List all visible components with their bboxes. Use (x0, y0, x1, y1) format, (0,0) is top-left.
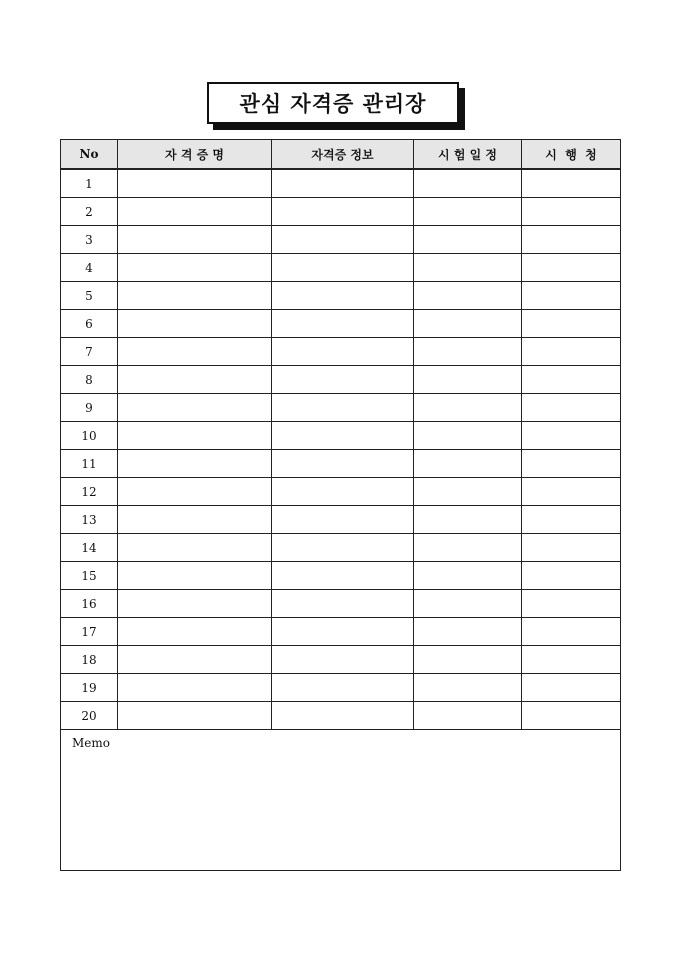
certificate-name-cell[interactable] (118, 169, 272, 198)
certificate-info-cell[interactable] (272, 506, 414, 534)
memo-label: Memo (72, 736, 110, 750)
agency-cell[interactable] (522, 674, 621, 702)
certificate-info-cell[interactable] (272, 394, 414, 422)
agency-cell[interactable] (522, 338, 621, 366)
header-agency: 시 행 청 (522, 140, 621, 170)
table-row (61, 674, 621, 702)
exam-schedule-cell[interactable] (414, 254, 522, 282)
table-row (61, 394, 621, 422)
agency-cell[interactable] (522, 590, 621, 618)
certificate-info-cell[interactable] (272, 226, 414, 254)
row-number: 5 (61, 282, 118, 310)
agency-cell[interactable] (522, 702, 621, 730)
exam-schedule-cell[interactable] (414, 702, 522, 730)
row-number: 17 (61, 618, 118, 646)
exam-schedule-cell[interactable] (414, 338, 522, 366)
certificate-name-cell[interactable] (118, 674, 272, 702)
table-row (61, 254, 621, 282)
certificate-name-cell[interactable] (118, 618, 272, 646)
certificate-name-cell[interactable] (118, 254, 272, 282)
certificate-info-cell[interactable] (272, 674, 414, 702)
row-number: 8 (61, 366, 118, 394)
certificate-name-cell[interactable] (118, 478, 272, 506)
agency-cell[interactable] (522, 506, 621, 534)
certificate-name-cell[interactable] (118, 310, 272, 338)
table-row (61, 590, 621, 618)
certificate-table (60, 139, 621, 871)
table-row (61, 226, 621, 254)
table-row (61, 618, 621, 646)
agency-cell[interactable] (522, 534, 621, 562)
certificate-info-cell[interactable] (272, 198, 414, 226)
title-banner (207, 82, 459, 124)
row-number: 16 (61, 590, 118, 618)
certificate-name-cell[interactable] (118, 338, 272, 366)
certificate-name-cell[interactable] (118, 226, 272, 254)
table-row (61, 169, 621, 198)
row-number: 7 (61, 338, 118, 366)
header-row (61, 140, 621, 170)
exam-schedule-cell[interactable] (414, 394, 522, 422)
table-row (61, 338, 621, 366)
certificate-info-cell[interactable] (272, 254, 414, 282)
certificate-name-cell[interactable] (118, 394, 272, 422)
exam-schedule-cell[interactable] (414, 590, 522, 618)
exam-schedule-cell[interactable] (414, 674, 522, 702)
certificate-info-cell[interactable] (272, 702, 414, 730)
row-number: 4 (61, 254, 118, 282)
certificate-info-cell[interactable] (272, 562, 414, 590)
certificate-name-cell[interactable] (118, 198, 272, 226)
exam-schedule-cell[interactable] (414, 562, 522, 590)
table-row (61, 534, 621, 562)
page-title: 관심 자격증 관리장 (207, 82, 459, 124)
table-row (61, 422, 621, 450)
certificate-name-cell[interactable] (118, 646, 272, 674)
table-row (61, 646, 621, 674)
agency-cell[interactable] (522, 562, 621, 590)
row-number: 18 (61, 646, 118, 674)
row-number: 9 (61, 394, 118, 422)
certificate-name-cell[interactable] (118, 366, 272, 394)
certificate-name-cell[interactable] (118, 506, 272, 534)
certificate-name-cell[interactable] (118, 282, 272, 310)
certificate-info-cell[interactable] (272, 646, 414, 674)
memo-area[interactable] (61, 730, 621, 871)
table-row (61, 506, 621, 534)
certificate-name-cell[interactable] (118, 450, 272, 478)
exam-schedule-cell[interactable] (414, 226, 522, 254)
table-row (61, 282, 621, 310)
exam-schedule-cell[interactable] (414, 169, 522, 198)
row-number: 2 (61, 198, 118, 226)
agency-cell[interactable] (522, 394, 621, 422)
agency-cell[interactable] (522, 422, 621, 450)
row-number: 15 (61, 562, 118, 590)
row-number: 3 (61, 226, 118, 254)
row-number: 20 (61, 702, 118, 730)
certificate-name-cell[interactable] (118, 422, 272, 450)
agency-cell[interactable] (522, 450, 621, 478)
certificate-info-cell[interactable] (272, 618, 414, 646)
exam-schedule-cell[interactable] (414, 506, 522, 534)
table-row (61, 366, 621, 394)
exam-schedule-cell[interactable] (414, 618, 522, 646)
exam-schedule-cell[interactable] (414, 646, 522, 674)
certificate-info-cell[interactable] (272, 450, 414, 478)
exam-schedule-cell[interactable] (414, 310, 522, 338)
certificate-info-cell[interactable] (272, 478, 414, 506)
agency-cell[interactable] (522, 169, 621, 198)
exam-schedule-cell[interactable] (414, 534, 522, 562)
certificate-info-cell[interactable] (272, 534, 414, 562)
certificate-info-cell[interactable] (272, 422, 414, 450)
certificate-info-cell[interactable] (272, 590, 414, 618)
table-row (61, 310, 621, 338)
exam-schedule-cell[interactable] (414, 450, 522, 478)
agency-cell[interactable] (522, 310, 621, 338)
certificate-info-cell[interactable] (272, 169, 414, 198)
row-number: 10 (61, 422, 118, 450)
exam-schedule-cell[interactable] (414, 198, 522, 226)
certificate-info-cell[interactable] (272, 282, 414, 310)
certificate-info-cell[interactable] (272, 310, 414, 338)
table-row (61, 450, 621, 478)
certificate-info-cell[interactable] (272, 338, 414, 366)
row-number: 13 (61, 506, 118, 534)
agency-cell[interactable] (522, 254, 621, 282)
table-body (61, 169, 621, 730)
row-number: 11 (61, 450, 118, 478)
certificate-name-cell[interactable] (118, 702, 272, 730)
table-row (61, 478, 621, 506)
row-number: 1 (61, 169, 118, 198)
agency-cell[interactable] (522, 366, 621, 394)
agency-cell[interactable] (522, 282, 621, 310)
certificate-info-cell[interactable] (272, 366, 414, 394)
row-number: 6 (61, 310, 118, 338)
row-number: 19 (61, 674, 118, 702)
table-row (61, 562, 621, 590)
header-exam-schedule: 시 험 일 정 (414, 140, 522, 170)
agency-cell[interactable] (522, 478, 621, 506)
exam-schedule-cell[interactable] (414, 282, 522, 310)
header-certificate-name: 자 격 증 명 (118, 140, 272, 170)
table-row (61, 198, 621, 226)
header-certificate-info: 자격증 정보 (272, 140, 414, 170)
agency-cell[interactable] (522, 618, 621, 646)
memo-row (61, 730, 621, 871)
agency-cell[interactable] (522, 226, 621, 254)
header-no: No (61, 140, 118, 170)
row-number: 14 (61, 534, 118, 562)
exam-schedule-cell[interactable] (414, 366, 522, 394)
agency-cell[interactable] (522, 646, 621, 674)
agency-cell[interactable] (522, 198, 621, 226)
certificate-name-cell[interactable] (118, 590, 272, 618)
certificate-name-cell[interactable] (118, 562, 272, 590)
certificate-name-cell[interactable] (118, 534, 272, 562)
exam-schedule-cell[interactable] (414, 478, 522, 506)
row-number: 12 (61, 478, 118, 506)
exam-schedule-cell[interactable] (414, 422, 522, 450)
table-row (61, 702, 621, 730)
